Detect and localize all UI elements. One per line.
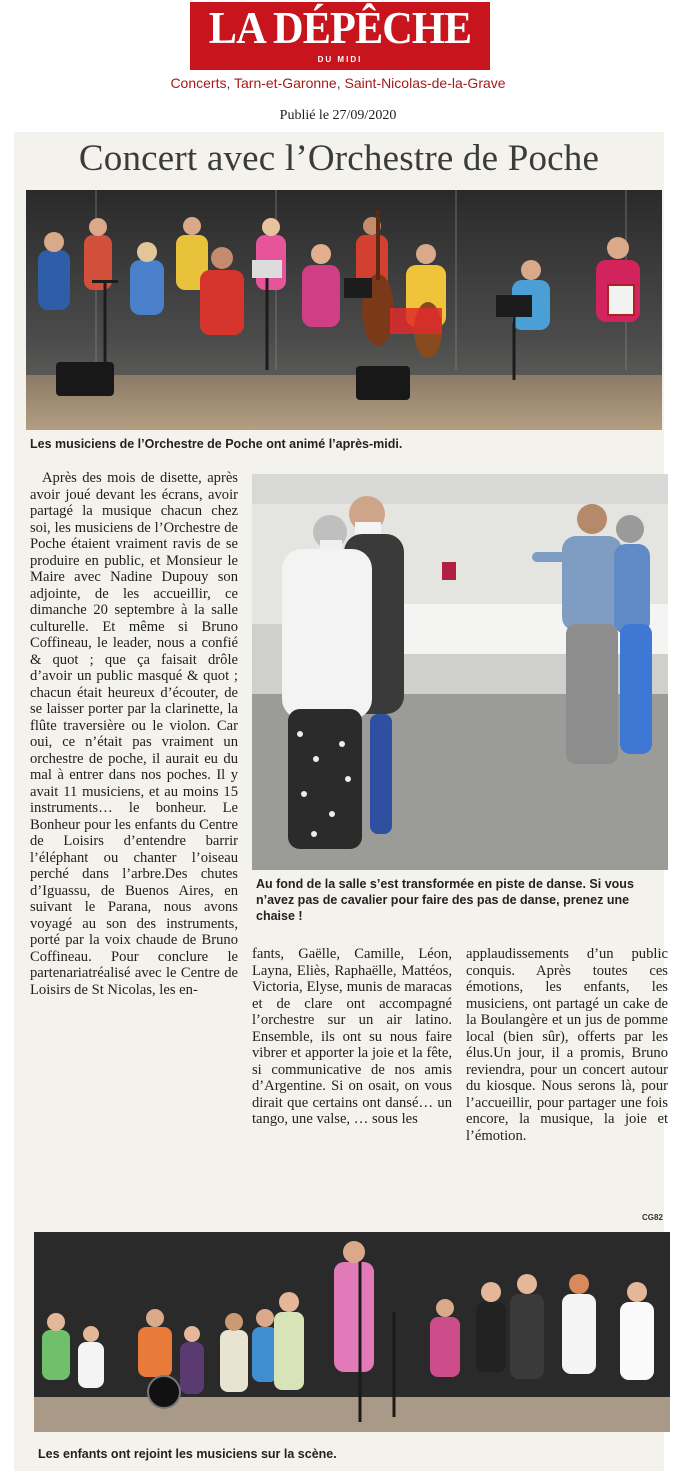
dance-photo (252, 474, 668, 870)
site-logo[interactable] (190, 2, 490, 70)
article-headline: Concert avec l’Orchestre de Poche (78, 138, 600, 179)
photo-caption-dance: Au fond de la salle s’est transformée en piste de danse. Si vous n’avez pas de cavalier pour faire des pas de danse, prenez une chaise ! (256, 877, 634, 923)
separator: , (336, 75, 345, 91)
photo-caption-children: Les enfants ont rejoint les musiciens sur la scène. (38, 1447, 337, 1461)
separator: , (226, 75, 234, 91)
category-breadcrumb (0, 75, 676, 91)
category-link-concerts[interactable]: Concerts (170, 75, 227, 91)
orchestra-photo (26, 190, 662, 430)
photo-caption-orchestra: Les musiciens de l’Orchestre de Poche ont animé l’après-midi. (30, 437, 403, 451)
publish-date: Publié le 27/09/2020 (279, 108, 397, 123)
dance-illustration (252, 474, 668, 870)
logo-subtitle: DU MIDI (317, 55, 363, 64)
article-column-2: fants, Gaëlle, Camille, Léon, Layna, Eliès, Raphaëlle, Mattéos, Victoria, Elyse, munis de maracas et de clare ont accompagné l’orchestre sur un air latino. Ensemble, ils ont su nous faire vibrer et apporter la joie et la fête, si communicative de nos amis d’Argentine. Si on osait, on vous dirait que certains ont dansé… un tango, une valse, … sous les (252, 946, 452, 1127)
children-illustration (34, 1232, 670, 1432)
orchestra-illustration (26, 190, 662, 430)
children-stage-photo (34, 1232, 670, 1432)
category-link-tarn-et-garonne[interactable]: Tarn-et-Garonne (234, 75, 337, 91)
article-column-3: applaudissements d’un public conquis. Après toutes ces émotions, les enfants, les musiciens, ont partagé un cake de la Boulangère et un jus de pomme local (bien sûr), offerts par les élus.Un jour, il a promis, Bruno reviendra, pour un concert autour du kiosque. Nous serons là, pour l’accueillir, pour partager une fois encore, la musique, la joie et l’émotion. (466, 946, 668, 1144)
photo-credit: CG82 (642, 1213, 663, 1222)
article-column-1: Après des mois de disette, après avoir joué devant les écrans, avoir partagé la musique chacun chez soi, les musiciens de l’Orchestre de Poche étaient vraiment ravis de se produire en public, et Monsieur le Maire avec Nadine Dupouy son adjointe, de les accueillir, ce dimanche 20 septembre à la salle culturelle. Et même si Bruno Coffineau, le leader, nous a confié & quot ; que ça faisait drôle d’avoir un public masqué & quot ; chacun était heureux d’écouter, de se laisser porter par la clarinette, la flûte traversière ou le violon. Car oui, ce n’était pas vraiment un orchestre de poche, il aurait eu du mal à entrer dans nos poches. Il y avait 11 musiciens, et au moins 15 instruments… le bonheur. Le Bonheur pour les enfants du Centre de Loisirs d’entendre barrir l’éléphant ou chanter l’oiseau perché dans l’arbre.Des chutes d’Iguassu, de Buenos Aires, en suivant le Parana, nous avons voyagé au son des instruments, porté par la voix chaude de Bruno Coffineau. Pour conclure le partenariatréalisé avec le Centre de Loisirs de St Nicolas, les en- (30, 470, 238, 998)
category-link-saint-nicolas[interactable]: Saint-Nicolas-de-la-Grave (344, 75, 506, 91)
logo-text: LA DÉPÊCHE (208, 2, 472, 53)
